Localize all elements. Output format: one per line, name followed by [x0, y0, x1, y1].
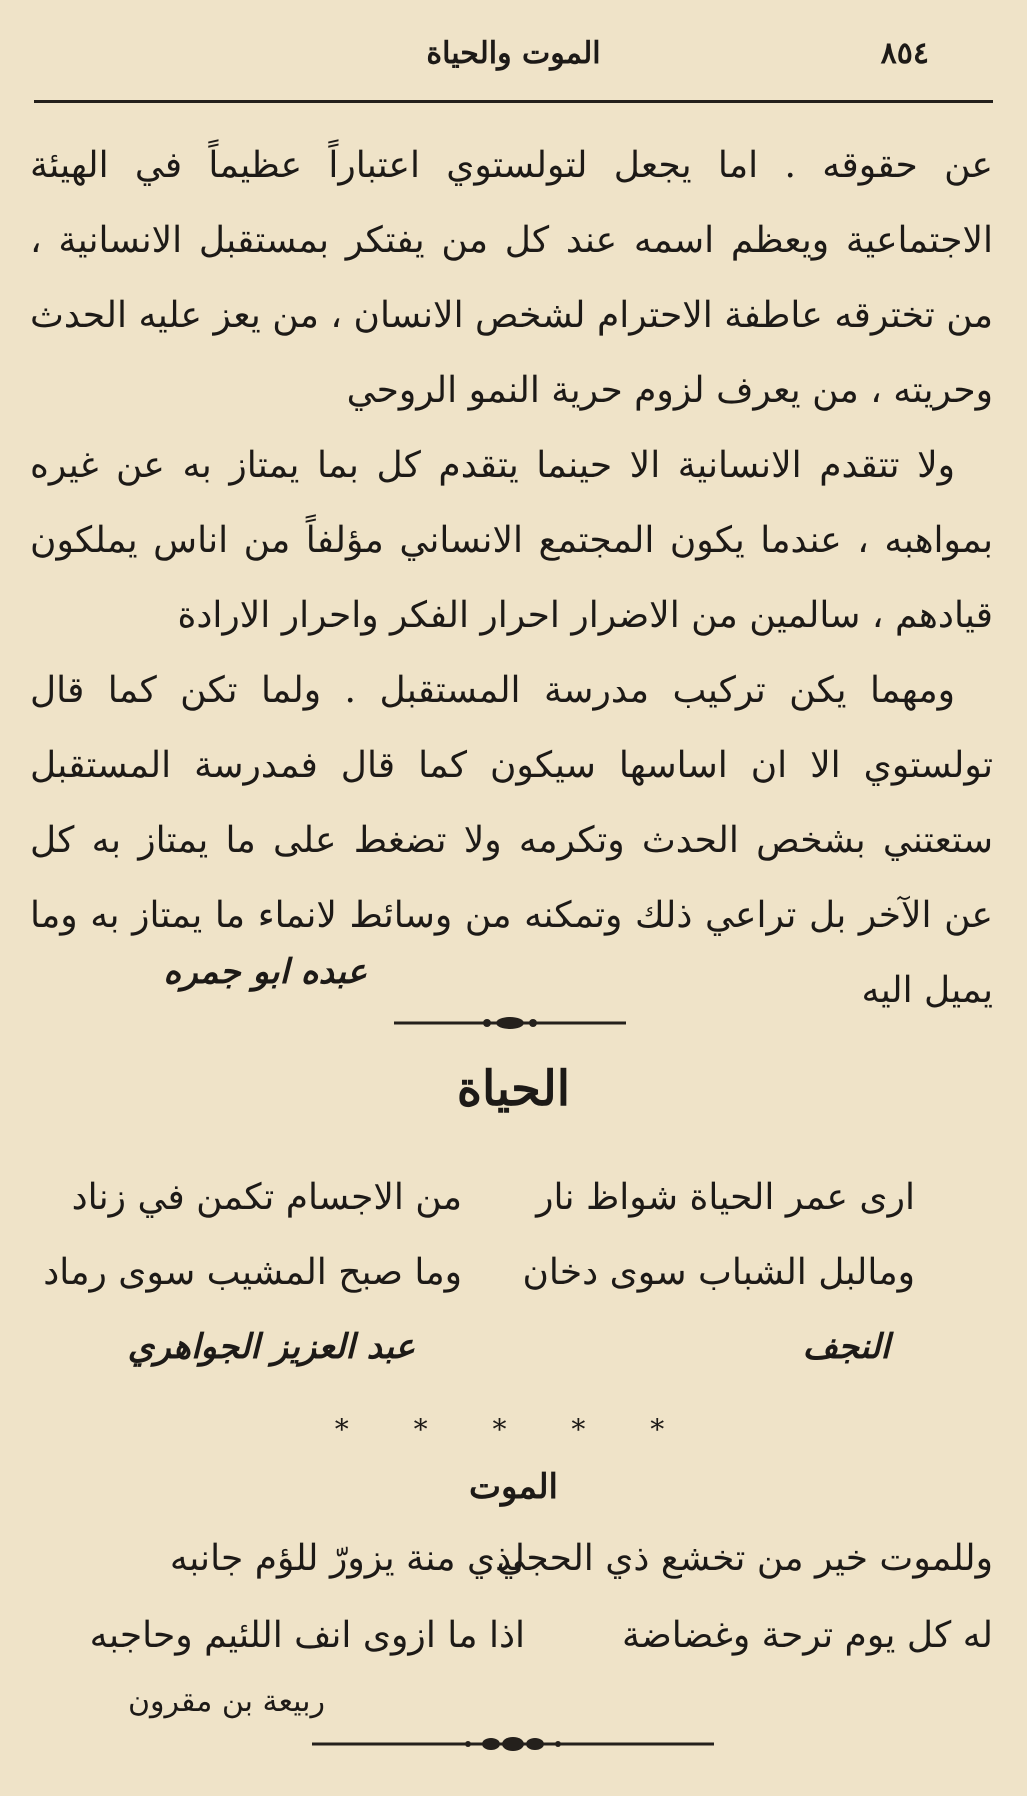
running-title: الموت والحياة — [426, 36, 601, 71]
verse-first-hemistich: له كل يوم ترحة وغضاضة — [621, 1615, 993, 1656]
verse-first-hemistich: ومالبل الشباب سوى دخان — [522, 1252, 915, 1293]
paragraph: عن حقوقه . اما يجعل لتولستوي اعتباراً عظيماً في الهيئة الاجتماعية ويعظم اسمه عند كل من يفتكر بمستقبل الانسانية ، من تخترقه عاطفة الاحترام لشخص الانسان ، من يعز عليه الحدث وحريته ، من يعرف لزوم حرية النمو الروحي — [30, 145, 993, 411]
ornament-icon — [308, 1734, 718, 1754]
verse-second-hemistich: وما صبح المشيب سوى رماد — [43, 1252, 462, 1293]
page-number: ٨٥٤ — [880, 36, 929, 71]
verse-second-hemistich: اذا ما ازوى انف اللئيم وحاجبه — [89, 1615, 525, 1656]
poem-place: النجف — [802, 1327, 890, 1367]
verse-second-hemistich: لذي منة يزورّ للؤم جانبه — [169, 1538, 525, 1579]
paragraph: ولا تتقدم الانسانية الا حينما يتقدم كل بما يمتاز به عن غيره بمواهبه ، عندما يكون المجتمع الانساني مؤلفاً من اناس يملكون قيادهم ، سالمين من الاضرار احرار الفكر واحرار الارادة — [30, 445, 993, 636]
verse-second-hemistich: من الاجسام تكمن في زناد — [71, 1177, 462, 1218]
poem-title: الحياة — [456, 1061, 571, 1117]
header-rule — [34, 100, 993, 103]
section-title: الموت — [468, 1467, 559, 1507]
verse-first-hemistich: ارى عمر الحياة شواظ نار — [536, 1177, 915, 1218]
running-head — [34, 34, 993, 78]
paragraph: ومهما يكن تركيب مدرسة المستقبل . ولما تكن كما قال تولستوي الا ان اساسها سيكون كما قال فمدرسة المستقبل ستعتني بشخص الحدث وتكرمه ولا تضغط على ما يمتاز به كل عن الآخر بل تراعي ذلك وتمكنه من وسائط لانماء ما يمتاز به وما يميل اليه — [30, 670, 993, 1011]
poem-author: ربيعة بن مقرون — [127, 1684, 325, 1719]
verse-first-hemistich: وللموت خير من تخشع ذي الحجي — [496, 1538, 993, 1579]
poem-author: عبد العزيز الجواهري — [127, 1327, 415, 1367]
ornamental-rule — [308, 1734, 718, 1754]
article-body — [30, 128, 993, 1028]
article-signature: عبده ابو جمره — [163, 952, 367, 992]
ornament-icon — [390, 1013, 630, 1033]
stars-separator: * * * * * — [334, 1413, 693, 1446]
ornamental-rule — [390, 1013, 630, 1033]
